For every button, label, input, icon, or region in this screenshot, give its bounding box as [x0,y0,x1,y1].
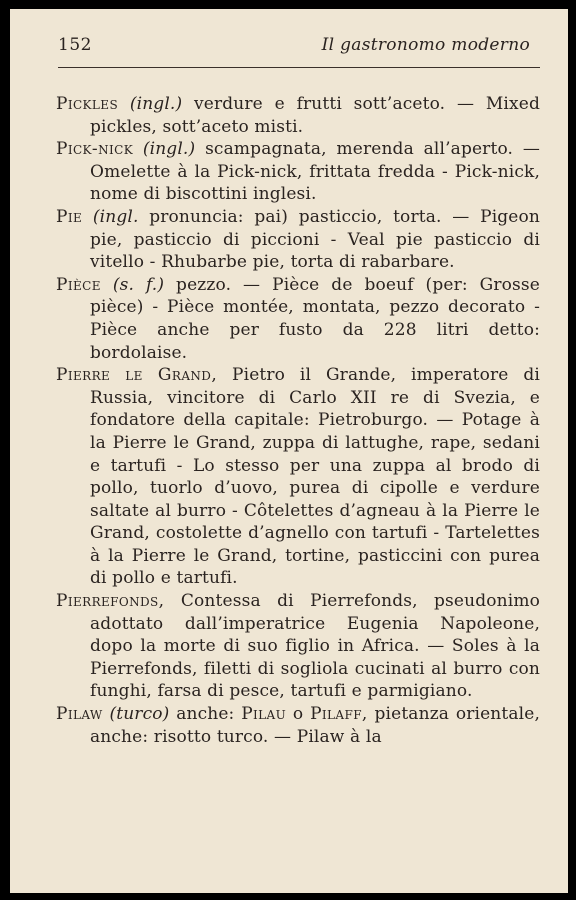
entry-pierrefonds [56,590,540,703]
entry-text: Contessa di Pierrefonds, pseudonimo adottato dall’imperatrice Eugenia Napoleone, dopo la morte di suo figlio in Africa. — Soles à la Pierrefonds, filetti di sogliola cucinati al burro con funghi, farsa di pesce, tartufi e parmigiano. [90,591,541,702]
book-page [10,9,568,893]
entry-headword: Pierrefonds, [56,591,165,612]
entry-text: pezzo. — Pièce de boeuf (per: Grosse pièce) - Pièce montée, montata, pezzo decorato - Pièce anche per fusto da 228 litri detto: bordolaise. [90,274,541,363]
entry-note: (s. f.) [112,274,165,295]
entry-text: scampagnata, merenda all’aperto. — Omelette à la Pick-nick, frittata fredda - Pick-nick, nome di biscottini inglesi. [90,139,540,205]
entry-pilaw [56,703,540,748]
header-rule [58,67,540,68]
entry-headword: Pilaw [56,704,103,725]
entry-headword: Pie [56,206,83,227]
entry-piece [56,274,540,364]
running-title: Il gastronomo moderno [321,35,530,55]
entry-headword: Pick-nick [56,139,134,160]
entry-text: verdure e frutti sott’aceto. — Mixed pickles, sott’aceto misti. [90,94,540,137]
entry-pierre-le-grand [56,364,540,590]
entry-variant: Pilau [241,704,287,725]
entry-headword: Pierre le Grand, [56,365,218,386]
entry-pick-nick [56,138,540,206]
entry-pie [56,206,540,274]
entry-text: anche: [176,704,235,725]
page-number: 152 [58,35,92,55]
entry-variant: Pilaff, [310,704,368,725]
entry-connector: o [292,704,304,725]
entry-text: Pietro il Grande, imperatore di Russia, vincitore di Carlo XII re di Svezia, e fondatore della capitale: Pietroburgo. — Potage à la Pierre le Grand, zuppa di lattughe, rape, sedani e tartufi - Lo stesso per una zuppa al brodo di pollo, tuorlo d’uovo, purea di cipolle e verdure saltate al burro - Côtelettes d’agneau à la Pierre le Grand, costolette d’agnello con tartufi - Tartelettes à la Pierre le Grand, tortine, pasticcini con purea di pollo e tartufi. [90,365,540,589]
entry-text: pietanza orientale, anche: risotto turco. — Pilaw à la [90,704,541,747]
entry-text: pronuncia: pai) pasticcio, torta. — Pigeon pie, pasticcio di piccioni - Veal pie pasticcio di vitello - Rhubarbe pie, torta di rabarbare. [90,206,541,273]
entry-note: (ingl. [92,206,139,227]
entry-headword: Pièce [56,274,101,295]
entry-note: (ingl.) [129,94,183,114]
dictionary-entries [56,93,540,748]
entry-note: (turco) [109,704,170,725]
entry-pickles [56,93,540,138]
entry-headword: Pickles [56,94,119,114]
entry-note: (ingl.) [142,139,196,160]
page-header [58,35,538,61]
